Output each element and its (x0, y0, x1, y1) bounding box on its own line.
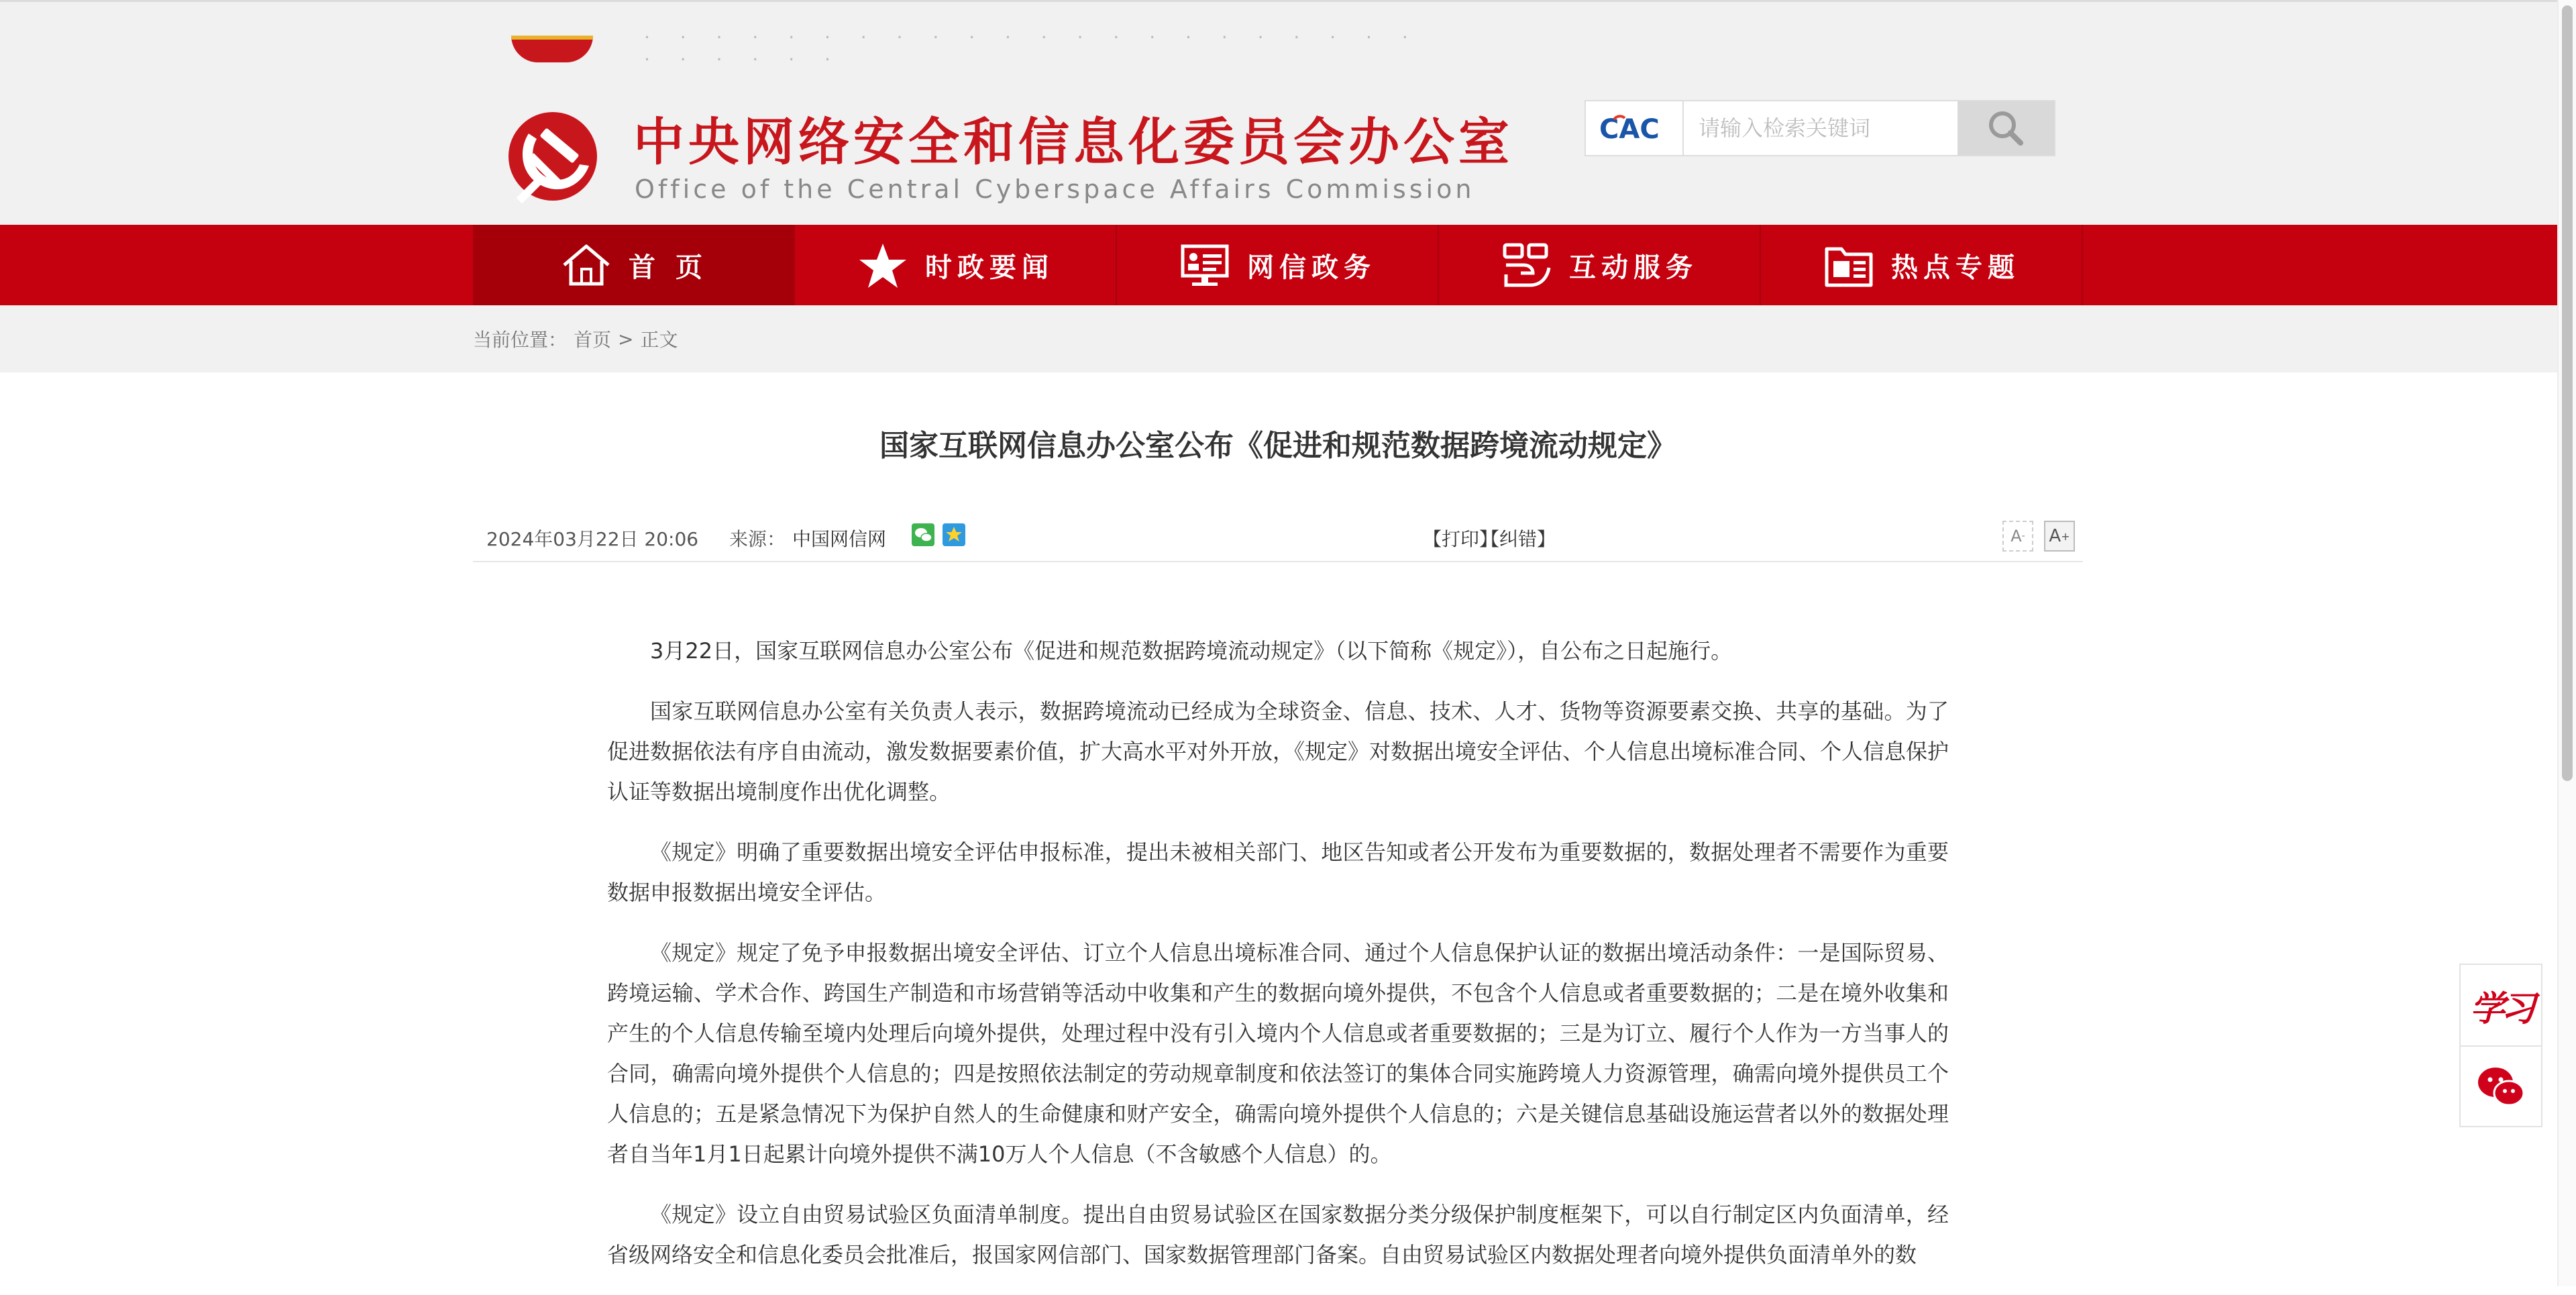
search-icon (1986, 108, 2026, 148)
monitor-icon (1179, 241, 1231, 289)
nav-label-home: 首 页 (629, 252, 708, 283)
search-button[interactable] (1957, 101, 2054, 155)
party-emblem-icon (502, 109, 604, 203)
nav-label-topics: 热点专题 (1891, 252, 2020, 283)
correct-link[interactable]: 【纠错】 (1481, 528, 1556, 550)
font-increase-label: A (2049, 526, 2061, 546)
wechat-icon (2475, 1064, 2526, 1109)
breadcrumb-separator: > (618, 327, 634, 350)
source-label: 来源： (729, 528, 786, 550)
print-link[interactable]: 【打印】 (1423, 528, 1499, 550)
nav-item-topics[interactable] (1761, 225, 2083, 305)
search-box (1585, 100, 2055, 156)
scrollbar[interactable] (2557, 0, 2576, 1286)
xuexi-button[interactable] (2461, 965, 2541, 1047)
svg-text:CAC: CAC (1599, 114, 1660, 145)
star-icon (857, 241, 909, 289)
search-input[interactable] (1684, 101, 1957, 155)
org-name-cn: 中央网络安全和信息化委员会办公室 (633, 112, 1513, 172)
home-icon (560, 241, 612, 289)
nav-item-interaction[interactable] (1439, 225, 1761, 305)
source-name: 中国网信网 (792, 528, 887, 550)
top-cut-text: · · · · · · · · · · · · · · · · · · · · · · · · · · · · (644, 26, 1420, 70)
article-paragraph: 国家互联网信息办公室有关负责人表示，数据跨境流动已经成为全球资金、信息、技术、人才、货物等资源要素交换、共享的基础。为了促进数据依法有序自由流动，激发数据要素价值，扩大高水平对外开放，《规定》对数据出境安全评估、个人信息出境标准合同、个人信息保护认证等数据出境制度作出优化调整。 (607, 698, 1949, 805)
article-meta (473, 515, 2083, 562)
cac-logo (1586, 101, 1684, 155)
xuexi-label: 学习 (2469, 988, 2532, 1029)
article-body (607, 631, 1949, 1295)
top-emblem-icon (511, 36, 593, 62)
nav-label-affairs: 网信政务 (1247, 252, 1376, 283)
breadcrumb-label: 当前位置： (473, 329, 568, 351)
article-paragraph: 《规定》设立自由贸易试验区负面清单制度。提出自由贸易试验区在国家数据分类分级保护制度框架下，可以自行制定区内负面清单，经省级网络安全和信息化委员会批准后，报国家网信部门、国家数据管理部门备案。自由贸易试验区内数据处理者向境外提供负面清单外的数 (607, 1202, 1949, 1267)
article-title: 国家互联网信息办公室公布《促进和规范数据跨境流动规定》 (879, 429, 1676, 463)
breadcrumb (473, 305, 685, 372)
article-paragraph: 《规定》明确了重要数据出境安全评估申报标准，提出未被相关部门、地区告知或者公开发布为重要数据的，数据处理者不需要作为重要数据申报数据出境安全评估。 (607, 839, 1949, 905)
nav-label-interaction: 互动服务 (1569, 252, 1698, 283)
folder-icon (1823, 241, 1875, 289)
share-wechat-icon[interactable] (912, 523, 934, 546)
side-widget (2459, 964, 2542, 1127)
font-decrease-button[interactable]: A - (2002, 521, 2033, 552)
nav-item-home[interactable] (473, 225, 795, 305)
publish-date: 2024年03月22日 20:06 (486, 528, 699, 550)
main-nav (0, 225, 2557, 305)
nav-item-affairs[interactable] (1117, 225, 1439, 305)
share-qzone-icon[interactable] (943, 523, 965, 546)
nav-item-news[interactable] (795, 225, 1117, 305)
breadcrumb-current: 正文 (640, 329, 678, 351)
font-decrease-label: A (2010, 527, 2022, 546)
scrollbar-thumb[interactable] (2562, 5, 2573, 781)
article-paragraph: 《规定》规定了免予申报数据出境安全评估、订立个人信息出境标准合同、通过个人信息保护认证的数据出境活动条件：一是国际贸易、跨境运输、学术合作、跨国生产制造和市场营销等活动中收集和产生的数据向境外提供，不包含个人信息或者重要数据的；二是在境外收集和产生的个人信息传输至境内处理后向境外提供，处理过程中没有引入境内个人信息或者重要数据的；三是为订立、履行个人作为一方当事人的合同，确需向境外提供个人信息的；四是按照依法制定的劳动规章制度和依法签订的集体合同实施跨境人力资源管理，确需向境外提供员工个人信息的；五是紧急情况下为保护自然人的生命健康和财产安全，确需向境外提供个人信息的；六是关键信息基础设施运营者以外的数据处理者自当年1月1日起累计向境外提供不满10万人个人信息（不含敏感个人信息）的。 (607, 940, 1949, 1167)
breadcrumb-band (0, 305, 2557, 372)
nav-label-news: 时政要闻 (925, 252, 1054, 283)
breadcrumb-home-link[interactable]: 首页 (574, 329, 612, 351)
org-name-en: Office of the Central Cyberspace Affairs Commission (635, 174, 1475, 204)
cac-logo-icon (1597, 113, 1672, 144)
interaction-icon (1501, 241, 1553, 289)
article-paragraph: 3月22日，国家互联网信息办公室公布《促进和规范数据跨境流动规定》（以下简称《规定》），自公布之日起施行。 (650, 638, 1733, 664)
header (0, 0, 2557, 225)
wechat-button[interactable] (2461, 1047, 2541, 1126)
font-increase-button[interactable]: A + (2044, 521, 2075, 552)
